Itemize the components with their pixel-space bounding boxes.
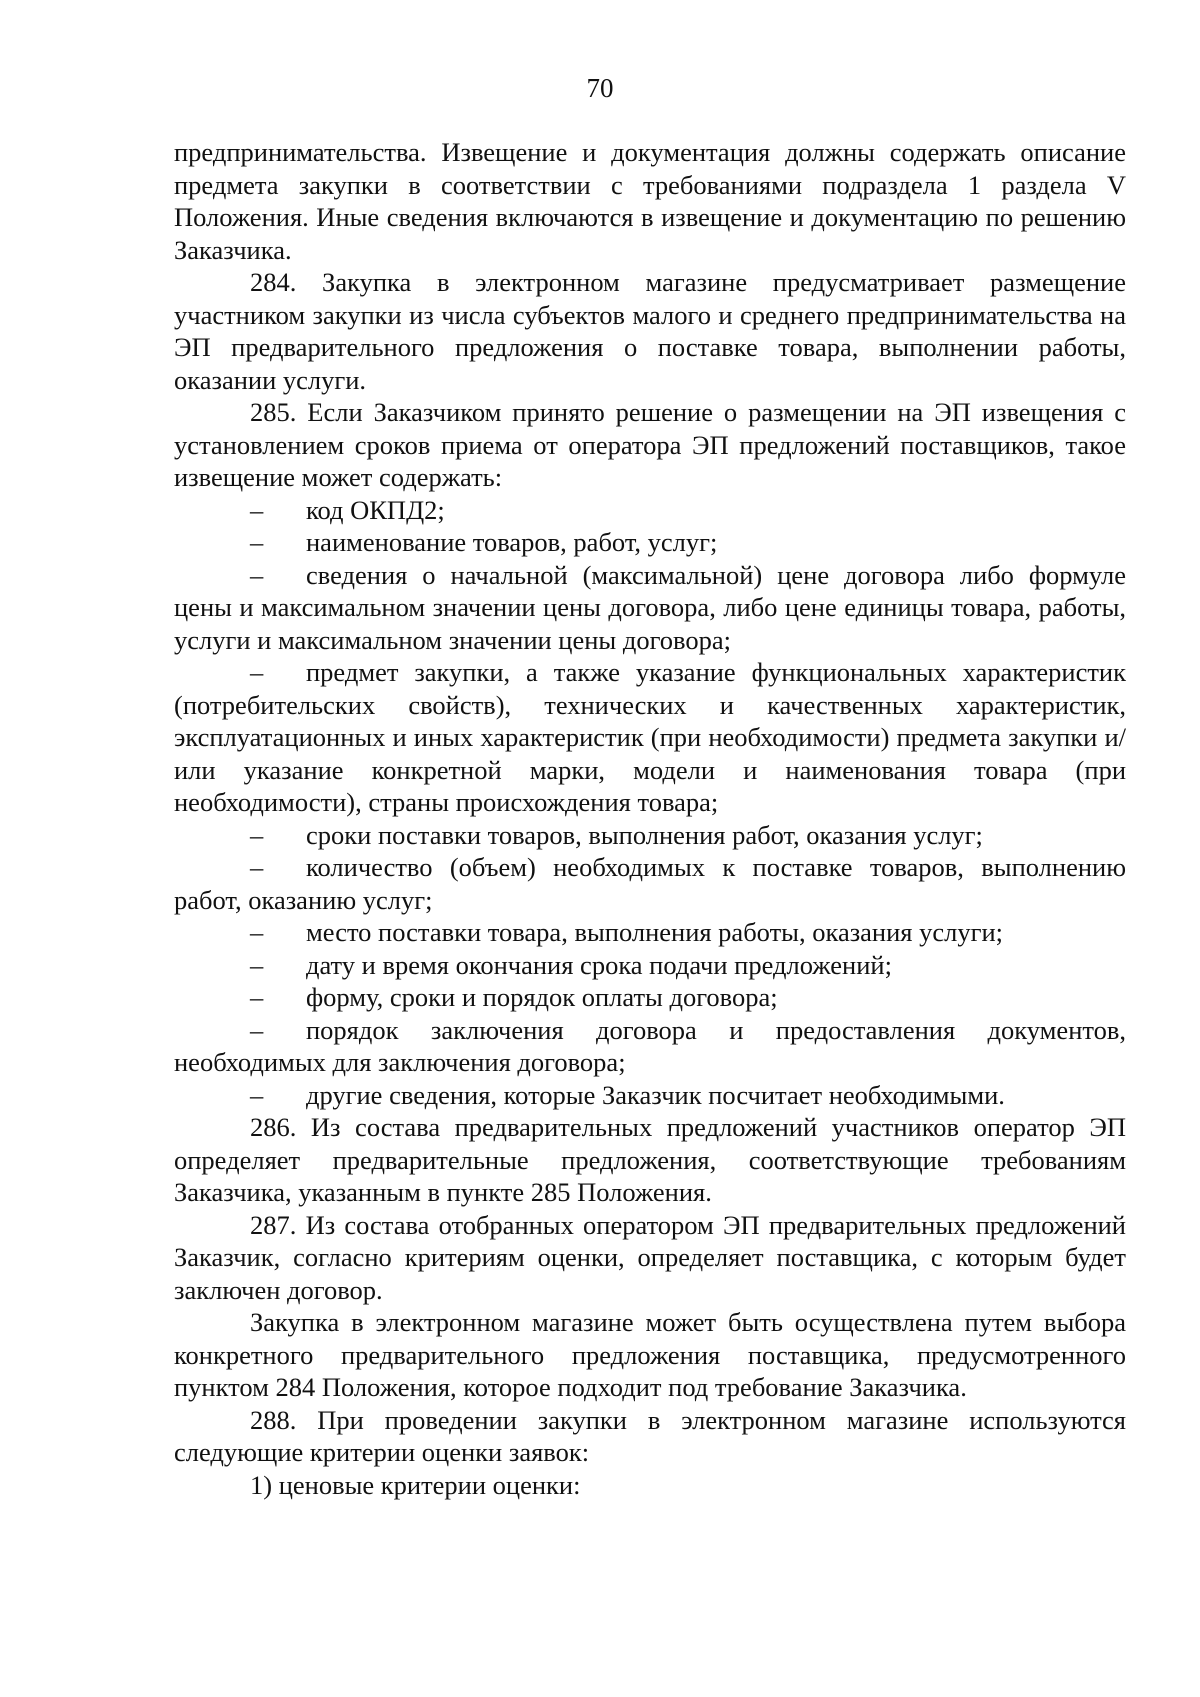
- list-item: [174, 819, 1126, 852]
- list-item: [174, 916, 1126, 949]
- paragraph-284: 284. Закупка в электронном магазине предусматривает размещение участником закупки из числа субъектов малого и среднего предпринимательства на ЭП предварительного предложения о поставке товара, выполнении работы, оказании услуги.: [174, 267, 1126, 395]
- dash-marker: –: [250, 559, 264, 590]
- list-item-text: сведения о начальной (максимальной) цене договора либо формуле цены и максимальном значении цены договора, либо цене единицы товара, работы, услуги и максимальном значении цены договора;: [174, 559, 1126, 655]
- dash-marker: –: [250, 494, 264, 525]
- paragraph-285: 285. Если Заказчиком принято решение о размещении на ЭП извещения с установлением сроков приема от оператора ЭП предложений поставщиков, такое извещение может содержать:: [174, 397, 1126, 492]
- list-item-text: код ОКПД2;: [306, 494, 445, 525]
- list-item: [174, 981, 1126, 1014]
- list-item: [174, 494, 1126, 527]
- dash-marker: –: [250, 1014, 264, 1045]
- list-item-text: место поставки товара, выполнения работы, оказания услуги;: [306, 917, 1004, 947]
- list-item-text: наименование товаров, работ, услуг;: [306, 527, 718, 557]
- list-item-text: форму, сроки и порядок оплаты договора;: [306, 982, 778, 1012]
- list-item: [174, 559, 1126, 657]
- document-body: [174, 136, 1126, 1501]
- dash-marker: –: [250, 917, 264, 947]
- paragraph-continuation: предпринимательства. Извещение и документация должны содержать описание предмета закупки в соответствии с требованиями подраздела 1 раздела V Положения. Иные сведения включаются в извещение и документацию по решению Заказчика.: [174, 137, 1126, 265]
- dash-marker: –: [250, 852, 264, 882]
- list-item-text: порядок заключения договора и предоставления документов, необходимых для заключения договора;: [174, 1014, 1126, 1077]
- paragraph-288-item-1: 1) ценовые критерии оценки:: [250, 1469, 581, 1500]
- list-item-text: количество (объем) необходимых к поставке товаров, выполнению работ, оказанию услуг;: [174, 852, 1126, 915]
- paragraph-287-continuation: Закупка в электронном магазине может быть осуществлена путем выбора конкретного предварительного предложения поставщика, предусмотренного пунктом 284 Положения, которое подходит под требование Заказчика.: [174, 1307, 1126, 1402]
- list-item: [174, 656, 1126, 819]
- paragraph-287: 287. Из состава отобранных оператором ЭП предварительных предложений Заказчик, согласно критериям оценки, определяет поставщика, с которым будет заключен договор.: [174, 1209, 1126, 1305]
- list-item-text: предмет закупки, а также указание функциональных характеристик (потребительских свойств), технических и качественных характеристик, эксплуатационных и иных характеристик (при необходимости) предмета закупки и/или указание конкретной марки, модели и наименования товара (при необходимости), страны происхождения товара;: [174, 657, 1126, 817]
- page-number: 70: [586, 73, 614, 103]
- paragraph-286: 286. Из состава предварительных предложений участников оператор ЭП определяет предварительные предложения, соответствующие требованиям Заказчика, указанным в пункте 285 Положения.: [174, 1112, 1126, 1207]
- dash-marker: –: [250, 657, 264, 687]
- dash-marker: –: [250, 982, 264, 1012]
- dash-marker: –: [250, 1079, 264, 1110]
- list-item: [174, 1079, 1126, 1112]
- list-item-text: другие сведения, которые Заказчик посчитает необходимыми.: [306, 1079, 1005, 1110]
- list-item: [174, 1014, 1126, 1079]
- list-item-text: дату и время окончания срока подачи предложений;: [306, 949, 892, 980]
- paragraph-288: 288. При проведении закупки в электронном магазине используются следующие критерии оценки заявок:: [174, 1404, 1126, 1467]
- list-item: [174, 851, 1126, 916]
- dash-marker: –: [250, 819, 264, 850]
- list-item: [174, 526, 1126, 559]
- dash-marker: –: [250, 949, 264, 980]
- list-item-text: сроки поставки товаров, выполнения работ, оказания услуг;: [306, 819, 983, 850]
- list-item: [174, 949, 1126, 982]
- dash-marker: –: [250, 527, 264, 557]
